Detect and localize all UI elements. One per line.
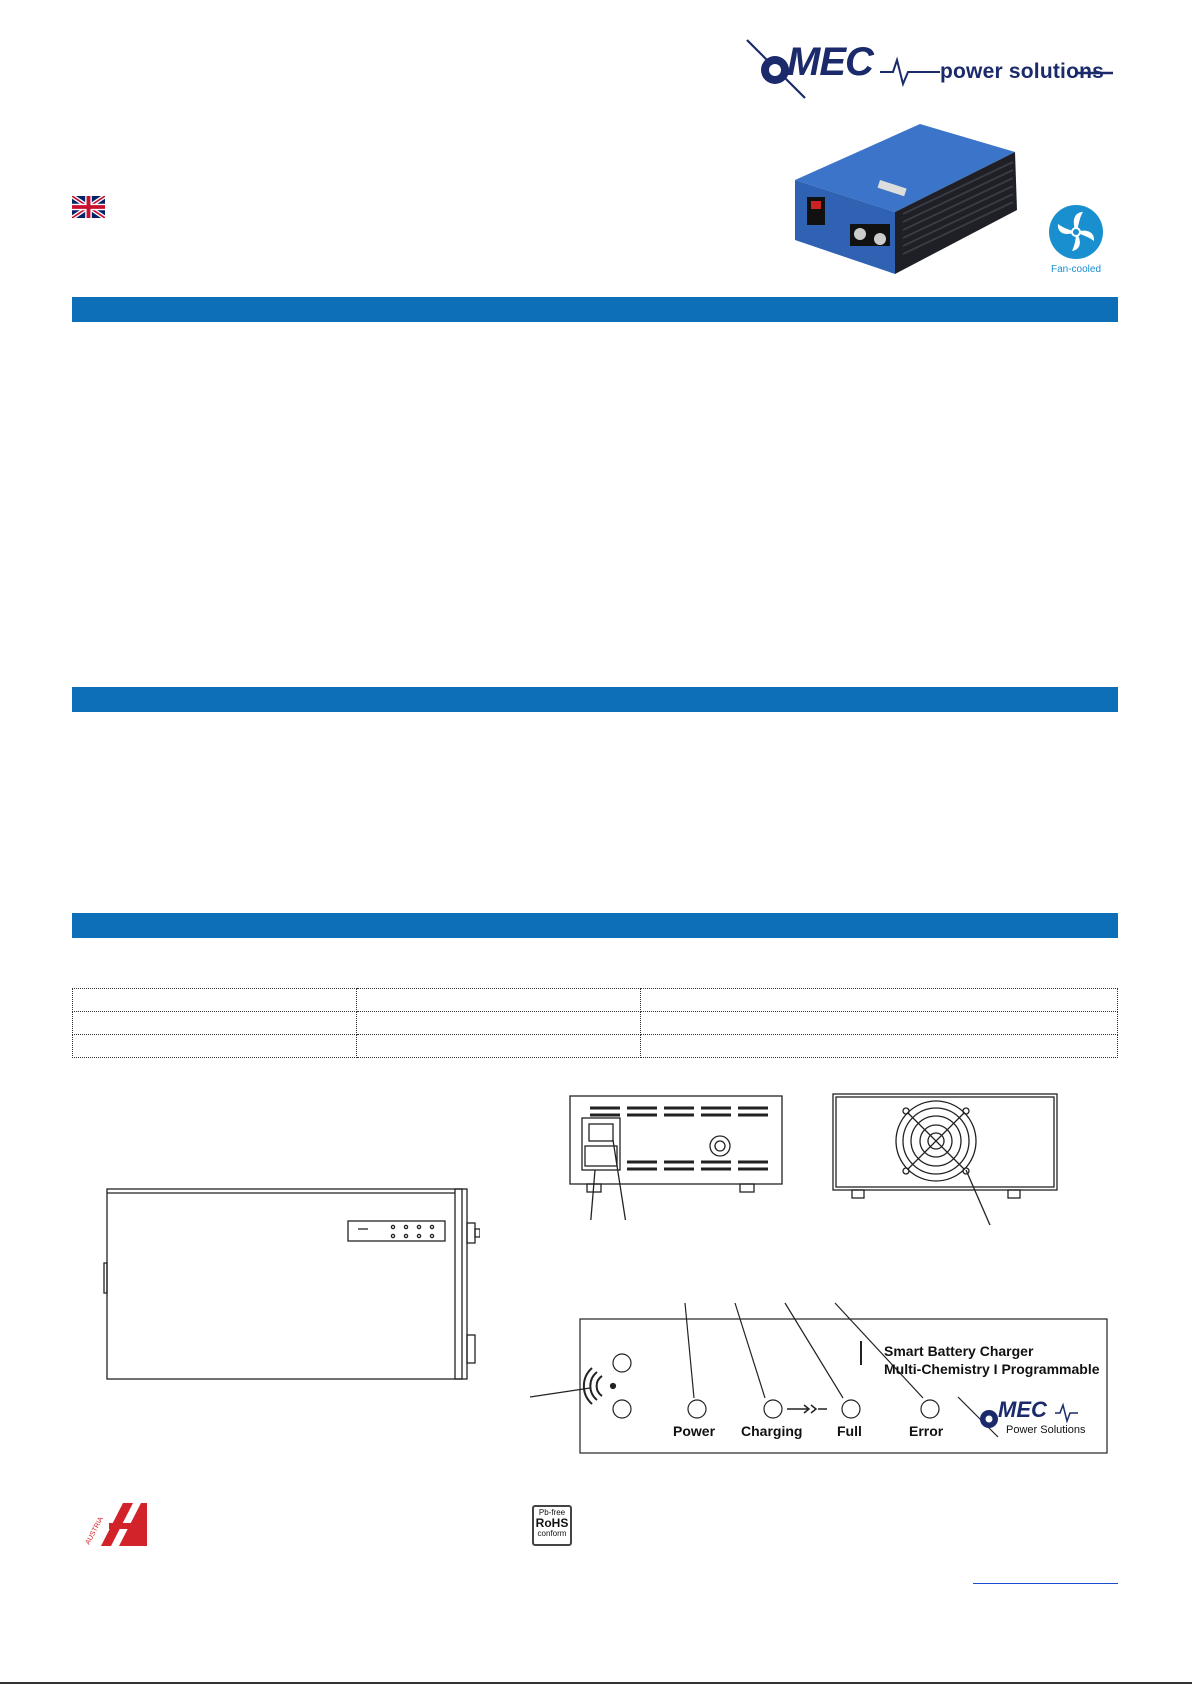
footer-rule bbox=[0, 1682, 1192, 1684]
made-in-austria-logo bbox=[83, 1501, 148, 1546]
section-header-bar-2 bbox=[72, 687, 1118, 712]
side-view-drawing bbox=[100, 1185, 480, 1385]
logo-brand-name: MEC bbox=[787, 40, 873, 84]
panel-logo-name: MEC bbox=[998, 1397, 1047, 1422]
company-logo bbox=[745, 36, 1115, 106]
rohs-conform: conform bbox=[537, 1529, 567, 1538]
rohs-pb-free: Pb-free bbox=[538, 1508, 566, 1517]
fan-cooled-badge bbox=[1045, 204, 1107, 280]
table-cell bbox=[357, 1035, 641, 1058]
table-cell bbox=[73, 1012, 357, 1035]
table-cell bbox=[73, 1035, 357, 1058]
fan-icon bbox=[1045, 204, 1107, 262]
section-header-bar-1 bbox=[72, 297, 1118, 322]
footer-link-underline[interactable] bbox=[973, 1583, 1118, 1584]
uk-flag-icon[interactable] bbox=[72, 196, 105, 218]
panel-title-line2: Multi-Chemistry I Programmable bbox=[884, 1361, 1100, 1377]
spec-table bbox=[72, 988, 1118, 1058]
led-label-error: Error bbox=[909, 1423, 944, 1439]
table-cell bbox=[641, 1012, 1118, 1035]
front-view-drawing bbox=[565, 1090, 785, 1220]
table-row bbox=[73, 1012, 1118, 1035]
table-row bbox=[73, 1035, 1118, 1058]
led-panel-drawing bbox=[530, 1295, 1110, 1455]
table-cell bbox=[73, 989, 357, 1012]
led-label-full: Full bbox=[837, 1423, 862, 1439]
table-cell bbox=[641, 989, 1118, 1012]
section-header-bar-3 bbox=[72, 913, 1118, 938]
rear-view-drawing bbox=[828, 1090, 1058, 1225]
table-cell bbox=[641, 1035, 1118, 1058]
table-cell bbox=[357, 989, 641, 1012]
panel-title-line1: Smart Battery Charger bbox=[884, 1343, 1034, 1359]
product-photo bbox=[785, 122, 1025, 282]
rohs-badge bbox=[532, 1505, 572, 1546]
panel-logo-tagline: Power Solutions bbox=[1006, 1424, 1086, 1436]
rohs-label: RoHS bbox=[535, 1516, 569, 1530]
logo-tagline: power solutions bbox=[940, 60, 1105, 83]
austria-label: AUSTRIA bbox=[84, 1515, 106, 1546]
fan-cooled-label: Fan-cooled bbox=[1050, 264, 1102, 275]
table-row bbox=[73, 989, 1118, 1012]
led-label-power: Power bbox=[673, 1423, 716, 1439]
table-cell bbox=[357, 1012, 641, 1035]
led-label-charging: Charging bbox=[741, 1423, 803, 1439]
